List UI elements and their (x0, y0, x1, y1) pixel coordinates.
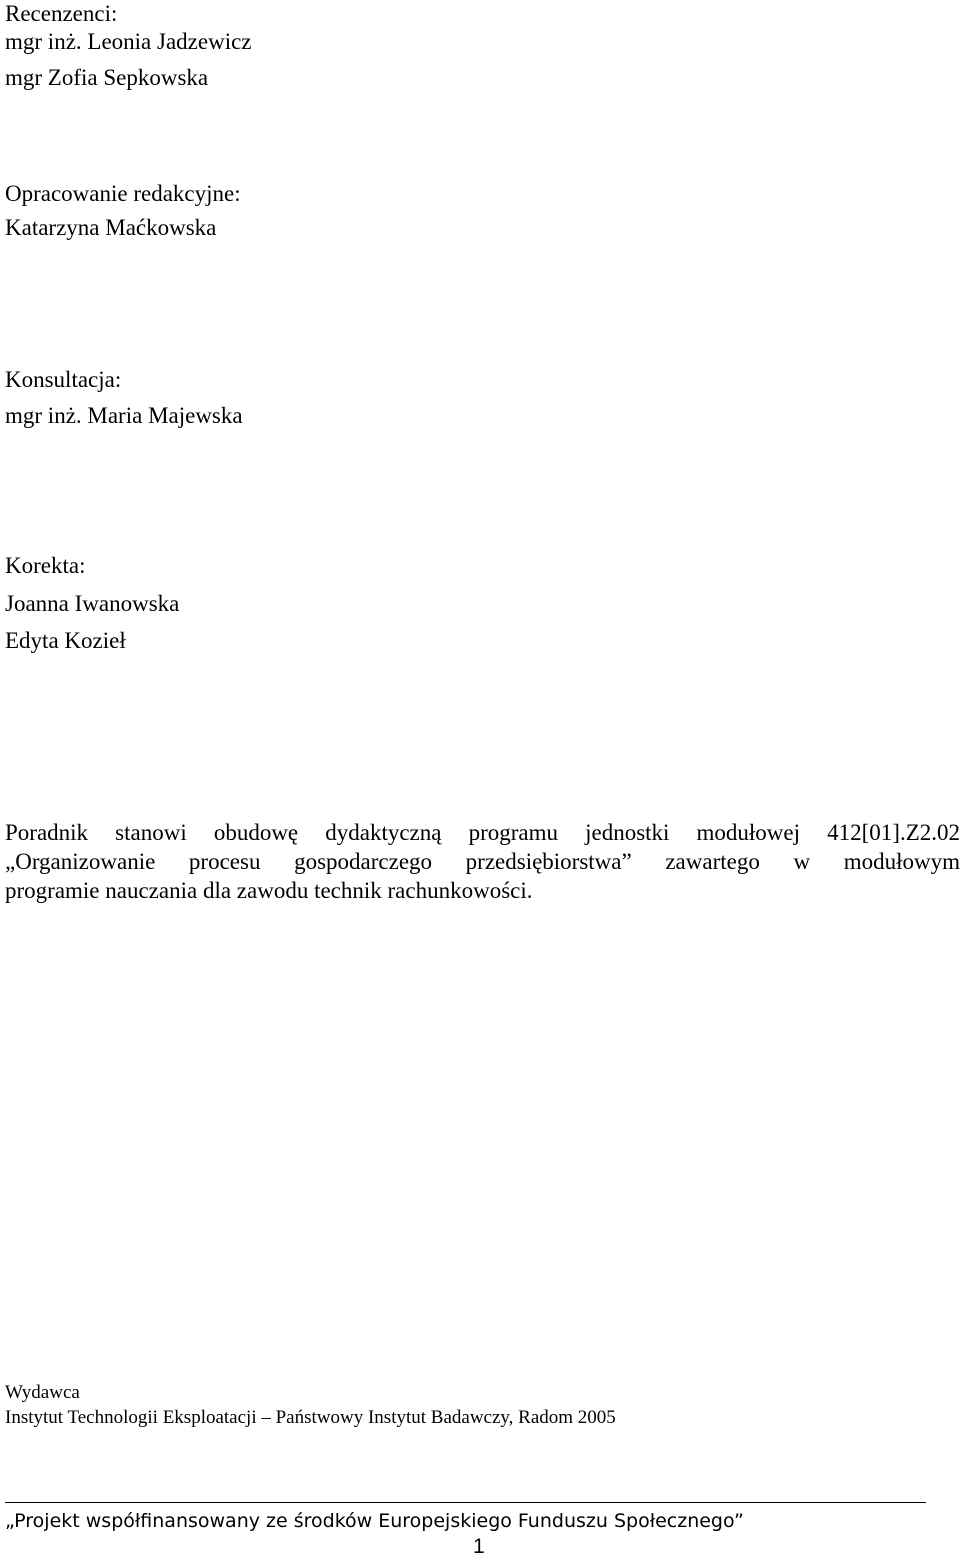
footer-funding-note: „Projekt współfinansowany ze środków Europejskiego Funduszu Społecznego” (5, 1510, 744, 1532)
consultant-name: mgr inż. Maria Majewska (5, 403, 243, 428)
proofreading-heading: Korekta: (5, 553, 86, 578)
reviewer-name: mgr inż. Leonia Jadzewicz (5, 29, 252, 54)
footer-divider (5, 1502, 926, 1503)
editorial-heading: Opracowanie redakcyjne: (5, 181, 241, 206)
description-line: programie nauczania dla zawodu technik rachunkowości. (5, 878, 533, 903)
description-line: Poradnik stanowi obudowę dydaktyczną programu jednostki modułowej 412[01].Z2.02 (5, 820, 960, 845)
publisher-heading: Wydawca (5, 1382, 80, 1403)
description-line: „Organizowanie procesu gospodarczego przedsiębiorstwa” zawartego w modułowym (5, 849, 960, 874)
proofreader-name: Joanna Iwanowska (5, 591, 180, 616)
editor-name: Katarzyna Maćkowska (5, 215, 217, 240)
publisher-text: Instytut Technologii Eksploatacji – Państwowy Instytut Badawczy, Radom 2005 (5, 1407, 616, 1428)
description-paragraph (5, 818, 960, 905)
consultation-heading: Konsultacja: (5, 367, 122, 392)
proofreader-name: Edyta Kozieł (5, 628, 126, 653)
reviewers-heading: Recenzenci: (5, 1, 118, 26)
page-number: 1 (473, 1535, 485, 1558)
reviewer-name: mgr Zofia Sepkowska (5, 65, 209, 90)
